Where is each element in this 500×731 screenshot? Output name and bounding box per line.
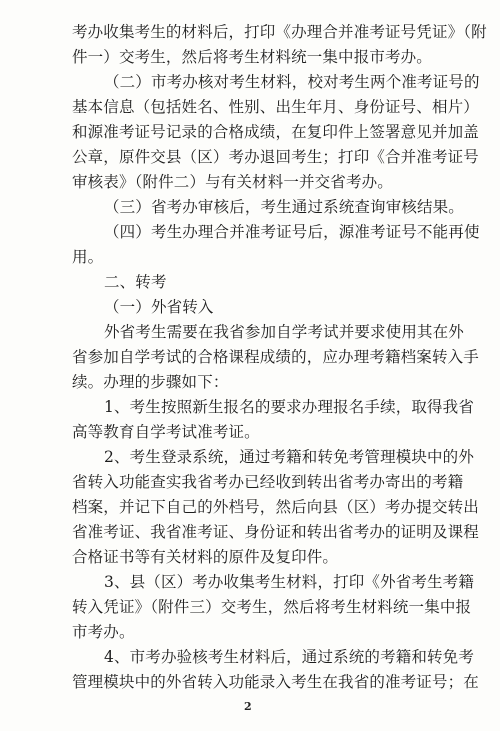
text-line: （二）市考办核对考生材料，校对考生两个准考证号的 (104, 73, 480, 91)
text-line: 4、市考办验核考生材料后，通过系统的考籍和转免考 (104, 648, 474, 666)
text-line: 省参加自学考试的合格课程成绩的，应办理考籍档案转入手 (72, 348, 479, 366)
text-line: 档案，并记下自己的外档号，然后向县（区）考办提交转出 (72, 498, 479, 516)
text-line: 件一）交考生，然后将考生材料统一集中报市考办。 (72, 48, 432, 66)
text-line: 省转入功能查实我省考办已经收到转出省考办寄出的考籍 (72, 473, 464, 491)
text-line: 考办收集考生的材料后，打印《办理合并准考证号凭证》（附 (72, 23, 487, 41)
subsection-heading: （一）外省转入 (104, 298, 214, 316)
text-line: 公章，原件交县（区）考办退回考生；打印《合并准考证号 (72, 148, 479, 166)
text-line: 基本信息（包括姓名、性别、出生年月、身份证号、相片） (72, 98, 479, 116)
text-line: 续。办理的步骤如下： (72, 373, 229, 391)
text-line: 高等教育自学考试准考证。 (72, 423, 260, 441)
text-line: 外省考生需要在我省参加自学考试并要求使用其在外 (104, 323, 464, 341)
text-line: 3、县（区）考办收集考生材料，打印《外省考生考籍 (104, 573, 474, 591)
page-number: 2 (244, 700, 252, 713)
text-line: （三）省考办审核后，考生通过系统查询审核结果。 (104, 198, 464, 216)
text-line: 省准考证、我省准考证、身份证和转出省考办的证明及课程 (72, 523, 479, 541)
text-line: 和源准考证号记录的合格成绩，在复印件上签署意见并加盖 (72, 123, 479, 141)
text-line: 转入凭证》（附件三）交考生，然后将考生材料统一集中报 (72, 598, 472, 616)
section-heading: 二、转考 (104, 273, 167, 291)
text-line: （四）考生办理合并准考证号后，源准考证号不能再使 (104, 223, 480, 241)
text-line: 市考办。 (72, 623, 135, 641)
text-line: 审核表》（附件二）与有关材料一并交省考办。 (72, 173, 393, 191)
text-line: 2、考生登录系统，通过考籍和转免考管理模块中的外 (104, 448, 474, 466)
text-line: 用。 (72, 248, 104, 266)
text-line: 管理模块中的外省转入功能录入考生在我省的准考证号；在 (72, 673, 479, 691)
text-line: 合格证书等有关材料的原件及复印件。 (72, 548, 339, 566)
text-line: 1、考生按照新生报名的要求办理报名手续，取得我省 (104, 398, 474, 416)
